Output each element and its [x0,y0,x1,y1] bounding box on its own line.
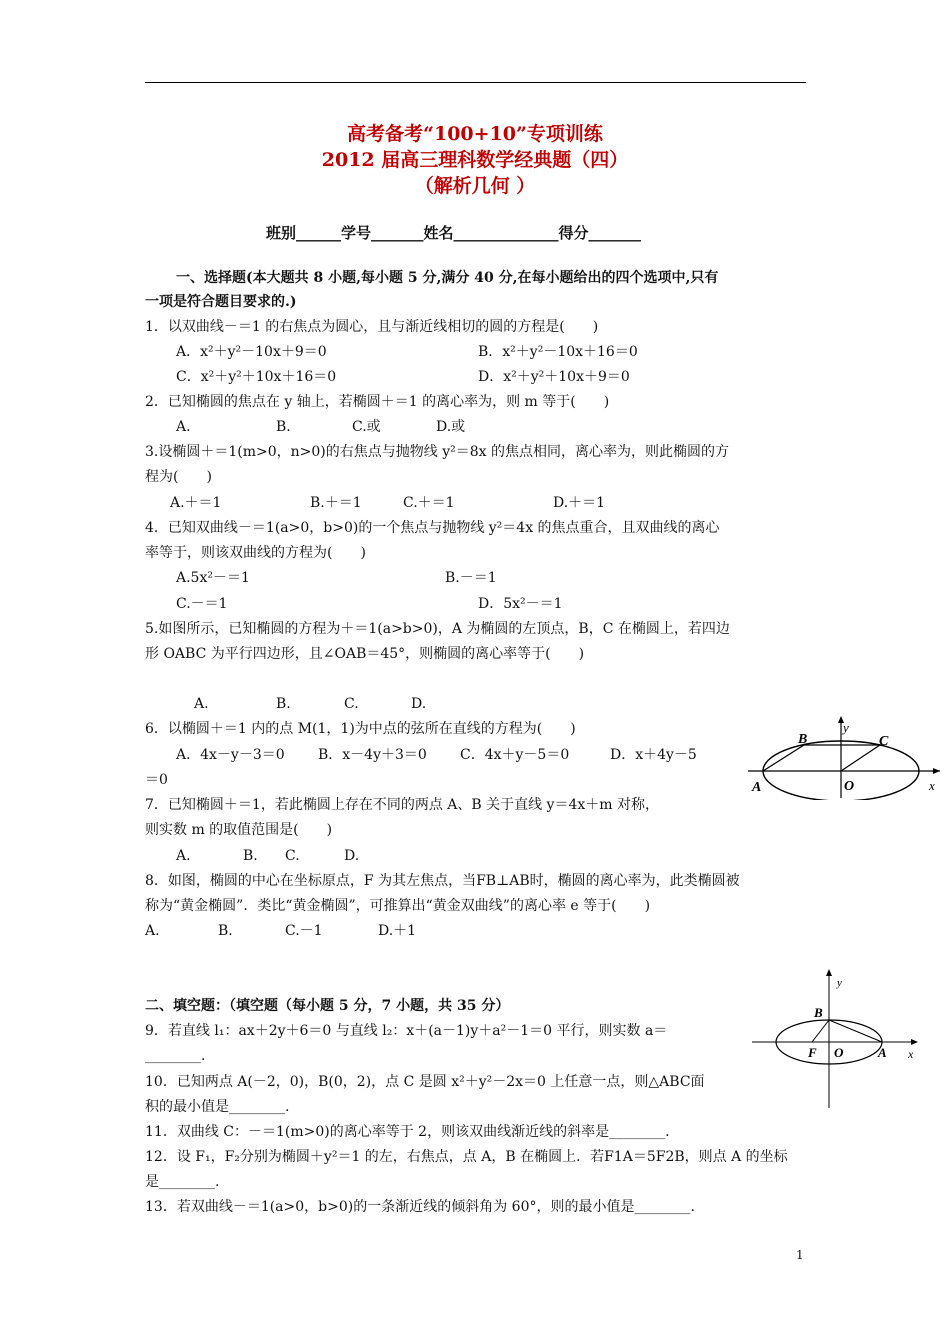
label-x: x [929,778,935,793]
section2-heading: 二、填空题：（填空题（每小题 5 分，7 小题，共 35 分） [145,998,510,1014]
q12-line2: 是________. [145,1174,220,1190]
q4-stem-line1: 4．已知双曲线－＝1(a>0，b>0)的一个焦点与抛物线 y²＝4x 的焦点重合，且双曲线的离心 [145,520,720,536]
q5-option-b: B. [276,696,291,712]
q2-stem: 2．已知椭圆的焦点在 y 轴上，若椭圆＋＝1 的离心率为，则 m 等于( ) [145,394,610,410]
q6-option-d: D．x＋4y－5 [610,747,697,763]
q5-option-c: C. [344,696,359,712]
segment-FB [812,1020,829,1042]
parallelogram-OABC [763,745,880,771]
q6-stem: 6．以椭圆＋＝1 内的点 M(1，1)为中点的弦所在直线的方程为( ) [145,721,576,737]
q5-option-a: A. [194,696,209,712]
q9-line2: ________. [145,1048,206,1064]
label-O: O [834,1045,844,1060]
label-F: F [808,1045,817,1060]
q8-option-a: A. [145,923,160,939]
info-line: 班别______学号_______姓名______________得分_______ [266,224,642,242]
q7-option-b: B. [243,848,258,864]
q3-stem-line2: 程为( ) [145,469,212,485]
q5-option-d: D. [411,696,427,712]
label-A: A [752,780,762,795]
q3-stem-line1: 3.设椭圆＋＝1(m>0，n>0)的右焦点与抛物线 y²＝8x 的焦点相同，离心率为，则此椭圆的方 [145,444,729,460]
section1-heading-line1: 一、选择题(本大题共 8 小题,每小题 5 分,满分 40 分,在每小题给出的四个选项中,只有 [176,270,719,286]
q5-stem-line1: 5.如图所示，已知椭圆的方程为＋＝1(a>b>0)，A 为椭圆的左顶点，B，C 在椭圆上，若四边 [145,621,730,637]
doc-title-2: 2012 届高三理科数学经典题（四） [321,149,629,171]
q7-option-a: A. [176,848,191,864]
q10-line1: 10．已知两点 A(－2，0)，B(0，2)，点 C 是圆 x²＋y²－2x＝0 上任意一点，则△ABC面 [145,1074,705,1090]
q6-option-a: A．4x－y－3＝0 [176,747,285,763]
q8-option-d: D.＋1 [378,923,417,939]
q1-option-a: A．x²＋y²－10x＋9＝0 [176,344,327,360]
q7-stem-line1: 7．已知椭圆＋＝1，若此椭圆上存在不同的两点 A、B 关于直线 y＝4x＋m 对称， [145,797,659,813]
figure-ellipse-parallelogram [748,712,944,800]
q11-line1: 11．双曲线 C：－＝1(m>0)的离心率等于 2，则该双曲线渐近线的斜率是________. [145,1124,670,1140]
page-number: 1 [796,1248,804,1262]
q7-option-c: C. [285,848,300,864]
q6-option-c: C．4x＋y－5＝0 [460,747,570,763]
q4-option-b: B.－＝1 [445,570,497,586]
q2-option-d: D.或 [436,419,466,435]
q2-option-b: B. [276,419,291,435]
q1-option-b: B．x²＋y²－10x＋16＝0 [478,344,638,360]
q8-stem-line1: 8．如图，椭圆的中心在坐标原点，F 为其左焦点，当FB⊥AB时，椭圆的离心率为，此类椭圆被 [145,873,740,889]
label-O: O [844,779,855,794]
q8-option-c: C.－1 [285,923,323,939]
q3-option-d: D.＋＝1 [553,495,606,511]
q7-option-d: D. [344,848,360,864]
label-x: x [908,1047,914,1061]
section1-heading-line2: 一项是符合题目要求的.) [145,294,297,310]
q3-option-c: C.＋＝1 [403,495,455,511]
q7-stem-line2: 则实数 m 的取值范围是( ) [145,822,333,838]
q1-stem: 1．以双曲线－＝1 的右焦点为圆心，且与渐近线相切的圆的方程是( ) [145,319,599,335]
q10-line2: 积的最小值是________. [145,1099,290,1115]
x-axis-arrow [933,768,940,774]
q4-stem-line2: 率等于，则该双曲线的方程为( ) [145,545,366,561]
x-axis-arrow [911,1039,918,1045]
q3-option-a: A.＋＝1 [170,495,222,511]
label-B: B [814,1005,823,1020]
q6-option-b: B．x－4y＋3＝0 [318,747,427,763]
label-y: y [837,977,842,989]
q9-line1: 9．若直线 l₁：ax＋2y＋6＝0 与直线 l₂：x＋(a－1)y＋a²－1＝0 平行，则实数 a＝ [145,1023,668,1039]
q2-option-c: C.或 [352,419,381,435]
q6-option-d-cont: ＝0 [145,772,168,788]
q4-option-a: A.5x²－＝1 [176,570,250,586]
q1-option-d: D．x²＋y²＋10x＋9＝0 [478,369,630,385]
y-axis-arrow [826,969,832,976]
label-A: A [878,1045,887,1060]
q3-option-b: B.＋＝1 [310,495,362,511]
header-rule [145,82,806,83]
doc-title-3: （解析几何 ） [414,175,536,197]
q8-option-b: B. [218,923,233,939]
label-B: B [798,732,808,747]
label-y: y [843,720,849,735]
q5-stem-line2: 形 OABC 为平行四边形，且∠OAB＝45°，则椭圆的离心率等于( ) [145,646,585,662]
q1-option-c: C．x²＋y²＋10x＋16＝0 [176,369,337,385]
q2-option-a: A. [176,419,191,435]
q12-line1: 12．设 F₁，F₂分别为椭圆＋y²＝1 的左，右焦点，点 A，B 在椭圆上．若F1A＝5F2B，则点 A 的坐标 [145,1149,788,1165]
q8-stem-line2: 称为“黄金椭圆”．类比“黄金椭圆”，可推算出“黄金双曲线”的离心率 e 等于( ) [145,898,651,914]
q13-line1: 13．若双曲线－＝1(a>0，b>0)的一条渐近线的倾斜角为 60°，则的最小值是________. [145,1199,695,1215]
q4-option-c: C.－＝1 [176,596,228,612]
label-C: C [879,734,889,749]
figure-golden-ellipse [750,966,922,1110]
doc-title-1: 高考备考“100+10”专项训练 [347,123,603,145]
q4-option-d: D．5x²－＝1 [478,596,563,612]
